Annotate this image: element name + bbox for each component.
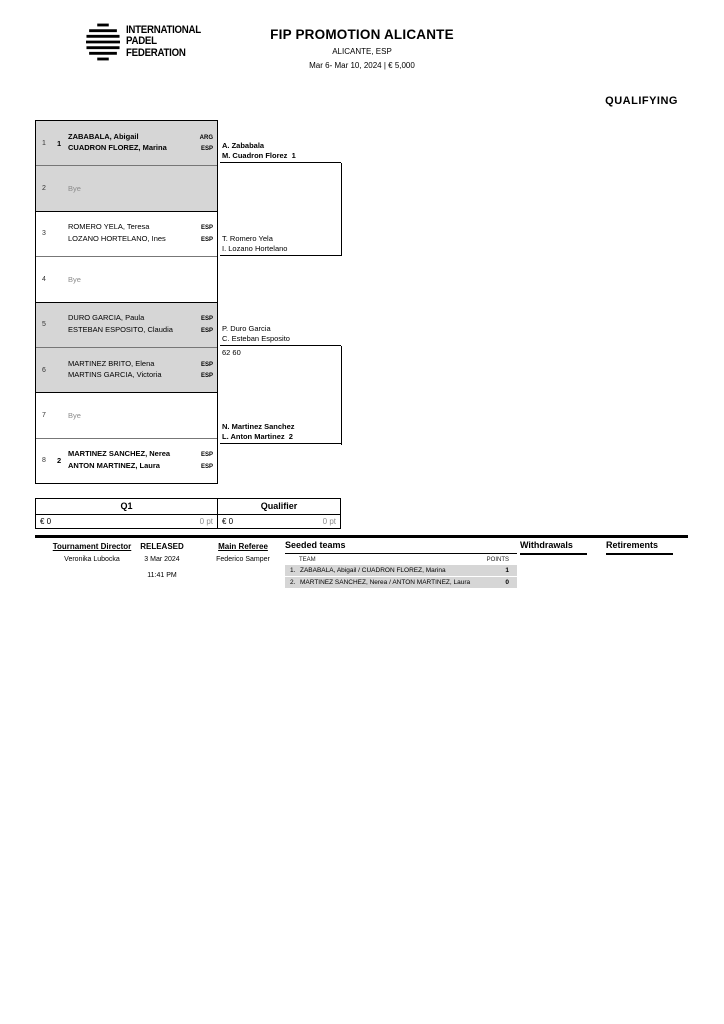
footer-divider — [35, 535, 688, 538]
qualifier-points: 0 pt — [322, 517, 336, 526]
logo-word: FEDERATION — [126, 46, 186, 59]
slot-position: 4 — [42, 275, 46, 283]
match-winner-3 — [220, 324, 341, 346]
slot-seed — [57, 212, 68, 256]
seed-team-names: ZABABALA, Abigail / CUADRON FLOREZ, Marina — [300, 567, 446, 574]
q1-points: 0 pt — [199, 517, 213, 526]
tournament-director-block — [36, 542, 148, 563]
slot-seed — [57, 166, 68, 210]
main-referee-label: Main Referee — [218, 542, 268, 551]
retirements-section-title: Retirements — [606, 540, 673, 555]
main-referee-block — [201, 542, 285, 563]
slot-seed — [57, 257, 68, 301]
player-name: ROMERO YELA, Teresa — [68, 222, 150, 232]
bye-label: Bye — [68, 410, 81, 420]
team-names — [68, 257, 217, 301]
player-name: DURO GARCIA, Paula — [68, 313, 145, 323]
seed-team-names: MARTINEZ SANCHEZ, Nerea / ANTON MARTINEZ, Laura — [300, 579, 471, 586]
bracket-slot-1 — [36, 121, 217, 166]
bracket-first-round — [35, 120, 218, 484]
slot-seed — [57, 348, 68, 392]
slot-position: 5 — [42, 321, 46, 329]
logo-word: INTERNATIONAL — [126, 23, 201, 36]
bye-label: Bye — [68, 184, 81, 194]
tournament-dates-prize: Mar 6- Mar 10, 2024 | € 5,000 — [309, 61, 415, 70]
player-name: MARTINS GARCIA, Victoria — [68, 370, 162, 380]
tournament-title: FIP PROMOTION ALICANTE — [270, 27, 454, 42]
winner-name: C. Esteban Esposito — [222, 333, 290, 343]
player-name: MARTINEZ BRITO, Elena — [68, 358, 155, 368]
bracket-slot-4 — [36, 257, 217, 302]
withdrawals-section-title: Withdrawals — [520, 540, 587, 555]
main-referee-name: Federico Samper — [216, 556, 270, 563]
seeded-teams-title: Seeded teams — [285, 540, 517, 554]
player-name: ESTEBAN ESPOSITO, Claudia — [68, 324, 173, 334]
match-winner-1 — [220, 141, 341, 163]
bracket-slot-7 — [36, 393, 217, 438]
seeded-teams-section — [285, 540, 517, 588]
team-names — [68, 439, 217, 483]
match-score: 62 60 — [222, 348, 241, 357]
seed-rank: 1. — [290, 567, 296, 574]
round-label-qualifier: Qualifier — [260, 501, 298, 511]
tournament-director-label: Tournament Director — [52, 542, 132, 551]
slot-position: 2 — [42, 185, 46, 193]
winner-name: L. Anton Martinez 2 — [222, 431, 293, 441]
slot-seed — [57, 303, 68, 347]
slot-position: 3 — [42, 230, 46, 238]
player-name: LOZANO HORTELANO, Ines — [68, 233, 166, 243]
bracket-slot-2 — [36, 166, 217, 211]
released-label: RELEASED — [140, 542, 184, 551]
team-names — [68, 393, 217, 437]
bracket-slot-6 — [36, 348, 217, 393]
winner-name: N. Martinez Sanchez — [222, 422, 295, 431]
slot-seed — [57, 393, 68, 437]
player-name: MARTINEZ SANCHEZ, Nerea — [68, 449, 171, 459]
column-team: TEAM — [299, 557, 316, 563]
country-code: ESP — [200, 463, 213, 470]
seed-team-points: 1 — [505, 567, 509, 574]
seeded-team-row — [285, 577, 517, 588]
match-winner-2 — [220, 234, 341, 256]
country-code: ESP — [200, 316, 213, 323]
country-code: ESP — [200, 327, 213, 334]
seed-team-points: 0 — [505, 579, 509, 586]
team-names — [68, 348, 217, 392]
seeded-teams-column-headers — [285, 554, 517, 564]
logo-word: PADEL — [126, 35, 157, 48]
released-block — [136, 542, 188, 579]
seeded-team-row — [285, 565, 517, 576]
team-names — [68, 121, 217, 165]
player-name: CUADRON FLOREZ, Marina — [68, 143, 167, 153]
bye-label: Bye — [68, 274, 81, 284]
country-code: ESP — [200, 373, 213, 380]
team-names — [68, 212, 217, 256]
country-code: ESP — [200, 452, 213, 459]
q1-prize: € 0 — [40, 517, 52, 526]
winner-name: T. Romero Yela — [222, 234, 273, 243]
round-prize-table — [35, 498, 341, 529]
country-code: ESP — [200, 361, 213, 368]
player-name: ANTON MARTINEZ, Laura — [68, 460, 160, 470]
winner-name: P. Duro Garcia — [222, 324, 271, 333]
bracket-slot-8 — [36, 439, 217, 483]
bracket-slot-3 — [36, 212, 217, 257]
released-date: 3 Mar 2024 — [144, 556, 180, 563]
qualifier-prize: € 0 — [222, 517, 234, 526]
slot-position: 7 — [42, 411, 46, 419]
slot-position: 8 — [42, 457, 46, 465]
column-points: POINTS — [486, 557, 509, 563]
country-code: ESP — [200, 225, 213, 232]
bracket-connector — [341, 163, 342, 256]
document-header — [0, 23, 724, 70]
country-code: ESP — [200, 236, 213, 243]
country-code: ESP — [200, 146, 213, 153]
team-names — [68, 166, 217, 210]
country-code: ARG — [199, 134, 213, 141]
released-time: 11:41 PM — [147, 572, 177, 579]
seed-rank: 2. — [290, 579, 296, 586]
tournament-director-name: Veronika Lubocka — [64, 556, 120, 563]
bracket-connector — [341, 346, 342, 445]
draw-section-title: QUALIFYING — [605, 95, 678, 107]
slot-position: 1 — [42, 139, 46, 147]
winner-name: I. Lozano Hortelano — [222, 243, 288, 253]
winner-name: M. Cuadron Florez 1 — [222, 150, 296, 160]
bracket-slot-5 — [36, 303, 217, 348]
slot-position: 6 — [42, 366, 46, 374]
winner-name: A. Zababala — [222, 141, 265, 150]
match-winner-4 — [220, 422, 341, 444]
tournament-location: ALICANTE, ESP — [332, 47, 392, 56]
slot-seed: 2 — [57, 456, 62, 466]
slot-seed: 1 — [57, 138, 62, 148]
team-names — [68, 303, 217, 347]
player-name: ZABABALA, Abigail — [68, 131, 139, 141]
round-label-q1: Q1 — [36, 499, 218, 514]
